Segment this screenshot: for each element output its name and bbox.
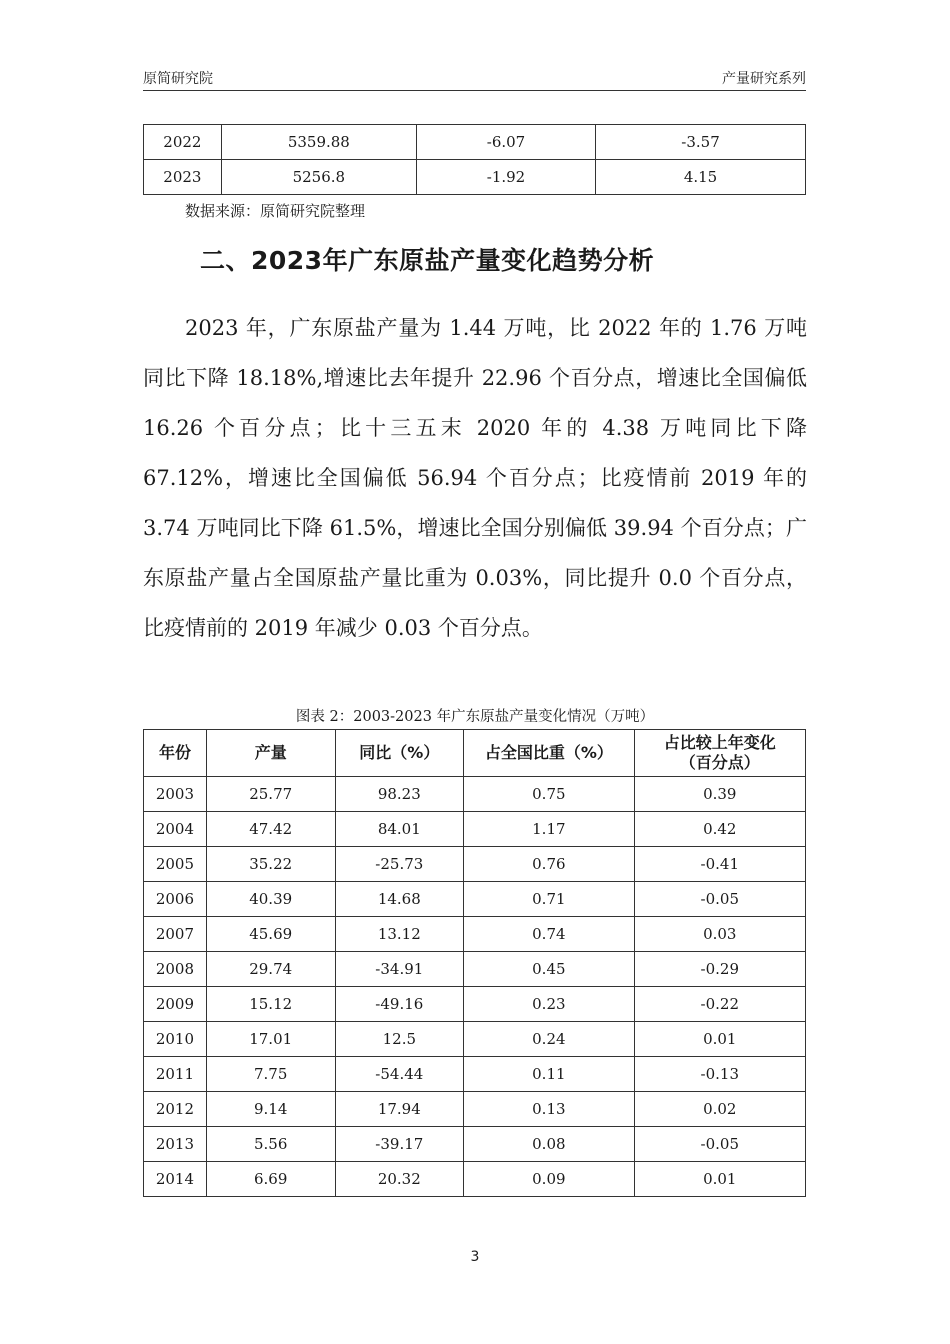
table-row bbox=[144, 160, 806, 195]
table-cell: 17.01 bbox=[206, 1022, 335, 1057]
table-cell: 29.74 bbox=[206, 952, 335, 987]
table-cell: -0.05 bbox=[634, 882, 805, 917]
table-row bbox=[144, 777, 806, 812]
table-cell: 0.08 bbox=[464, 1127, 634, 1162]
table-cell: 98.23 bbox=[335, 777, 464, 812]
table-cell: -34.91 bbox=[335, 952, 464, 987]
table-cell: 2012 bbox=[144, 1092, 207, 1127]
table-cell: 5256.8 bbox=[221, 160, 416, 195]
table-cell: 0.11 bbox=[464, 1057, 634, 1092]
table-row bbox=[144, 1092, 806, 1127]
table-cell: 2003 bbox=[144, 777, 207, 812]
table-cell: 2004 bbox=[144, 812, 207, 847]
continued-table bbox=[143, 124, 806, 195]
table-cell: 7.75 bbox=[206, 1057, 335, 1092]
table-cell: -0.29 bbox=[634, 952, 805, 987]
table-cell: -0.05 bbox=[634, 1127, 805, 1162]
table-cell: 2013 bbox=[144, 1127, 207, 1162]
table-header-row bbox=[144, 730, 806, 777]
table-row bbox=[144, 1162, 806, 1197]
table-cell: 2011 bbox=[144, 1057, 207, 1092]
table-cell: -25.73 bbox=[335, 847, 464, 882]
table-cell: 4.15 bbox=[596, 160, 806, 195]
table-row bbox=[144, 1022, 806, 1057]
table-cell: 2008 bbox=[144, 952, 207, 987]
table-cell: 0.09 bbox=[464, 1162, 634, 1197]
table-cell: -0.41 bbox=[634, 847, 805, 882]
column-header-share: 占全国比重（%） bbox=[464, 730, 634, 777]
table-cell: 2023 bbox=[144, 160, 222, 195]
table-cell: -0.13 bbox=[634, 1057, 805, 1092]
column-header-yoy: 同比（%） bbox=[335, 730, 464, 777]
table-cell: 0.24 bbox=[464, 1022, 634, 1057]
table-cell: -6.07 bbox=[416, 125, 595, 160]
table-cell: 5.56 bbox=[206, 1127, 335, 1162]
table-cell: -54.44 bbox=[335, 1057, 464, 1092]
table-cell: -39.17 bbox=[335, 1127, 464, 1162]
table-cell: 6.69 bbox=[206, 1162, 335, 1197]
table-cell: -49.16 bbox=[335, 987, 464, 1022]
table-cell: 17.94 bbox=[335, 1092, 464, 1127]
table-cell: -1.92 bbox=[416, 160, 595, 195]
table-row bbox=[144, 882, 806, 917]
table-cell: 2014 bbox=[144, 1162, 207, 1197]
table-cell: 2022 bbox=[144, 125, 222, 160]
table-cell: 0.01 bbox=[634, 1022, 805, 1057]
table-cell: 2005 bbox=[144, 847, 207, 882]
table-cell: -0.22 bbox=[634, 987, 805, 1022]
table-cell: 0.01 bbox=[634, 1162, 805, 1197]
table-cell: 35.22 bbox=[206, 847, 335, 882]
page-number: 3 bbox=[470, 1249, 480, 1265]
header-series-name: 产量研究系列 bbox=[722, 71, 806, 87]
table-cell: 40.39 bbox=[206, 882, 335, 917]
table-cell: 5359.88 bbox=[221, 125, 416, 160]
table-cell: 0.03 bbox=[634, 917, 805, 952]
table-cell: 20.32 bbox=[335, 1162, 464, 1197]
table-cell: 9.14 bbox=[206, 1092, 335, 1127]
table-cell: -3.57 bbox=[596, 125, 806, 160]
table-body bbox=[144, 777, 806, 1197]
column-header-output: 产量 bbox=[206, 730, 335, 777]
table-row bbox=[144, 847, 806, 882]
table-cell: 14.68 bbox=[335, 882, 464, 917]
column-header-share-change: 占比较上年变化 （百分点） bbox=[634, 730, 805, 777]
table-row bbox=[144, 1057, 806, 1092]
header-org-name: 原简研究院 bbox=[143, 71, 213, 87]
body-paragraph: 2023 年，广东原盐产量为 1.44 万吨，比 2022 年的 1.76 万吨同比下降 18.18%,增速比去年提升 22.96 个百分点，增速比全国偏低 16.26 个百分点；比十三五末 2020 年的 4.38 万吨同比下降 67.12%，增速比全国偏低 56.94 个百分点；比疫情前 2019 年的 3.74 万吨同比下降 61.5%，增速比全国分别偏低 39.94 个百分点；广东原盐产量占全国原盐产量比重为 0.03%，同比提升 0.0 个百分点，比疫情前的 2019 年减少 0.03 个百分点。 bbox=[143, 316, 807, 640]
table-row bbox=[144, 917, 806, 952]
table-cell: 0.71 bbox=[464, 882, 634, 917]
table-cell: 13.12 bbox=[335, 917, 464, 952]
table-cell: 45.69 bbox=[206, 917, 335, 952]
table-cell: 25.77 bbox=[206, 777, 335, 812]
table-cell: 12.5 bbox=[335, 1022, 464, 1057]
table-cell: 84.01 bbox=[335, 812, 464, 847]
table-cell: 1.17 bbox=[464, 812, 634, 847]
table-cell: 0.74 bbox=[464, 917, 634, 952]
section-heading: 二、2023年广东原盐产量变化趋势分析 bbox=[200, 246, 655, 275]
table-cell: 0.13 bbox=[464, 1092, 634, 1127]
table-cell: 0.45 bbox=[464, 952, 634, 987]
table-cell: 47.42 bbox=[206, 812, 335, 847]
table-caption: 图表 2：2003-2023 年广东原盐产量变化情况（万吨） bbox=[295, 709, 655, 725]
table-row bbox=[144, 125, 806, 160]
production-table bbox=[143, 729, 806, 1197]
table-cell: 2009 bbox=[144, 987, 207, 1022]
page-header bbox=[143, 66, 806, 91]
data-source-note: 数据来源：原简研究院整理 bbox=[185, 202, 366, 220]
table-cell: 0.76 bbox=[464, 847, 634, 882]
table-cell: 0.02 bbox=[634, 1092, 805, 1127]
table-cell: 2010 bbox=[144, 1022, 207, 1057]
table-cell: 0.39 bbox=[634, 777, 805, 812]
table-cell: 15.12 bbox=[206, 987, 335, 1022]
table-cell: 2006 bbox=[144, 882, 207, 917]
table-cell: 0.75 bbox=[464, 777, 634, 812]
table-cell: 0.42 bbox=[634, 812, 805, 847]
table-row bbox=[144, 1127, 806, 1162]
column-header-year: 年份 bbox=[144, 730, 207, 777]
table-row bbox=[144, 952, 806, 987]
table-cell: 0.23 bbox=[464, 987, 634, 1022]
table-cell: 2007 bbox=[144, 917, 207, 952]
table-row bbox=[144, 812, 806, 847]
table-row bbox=[144, 987, 806, 1022]
